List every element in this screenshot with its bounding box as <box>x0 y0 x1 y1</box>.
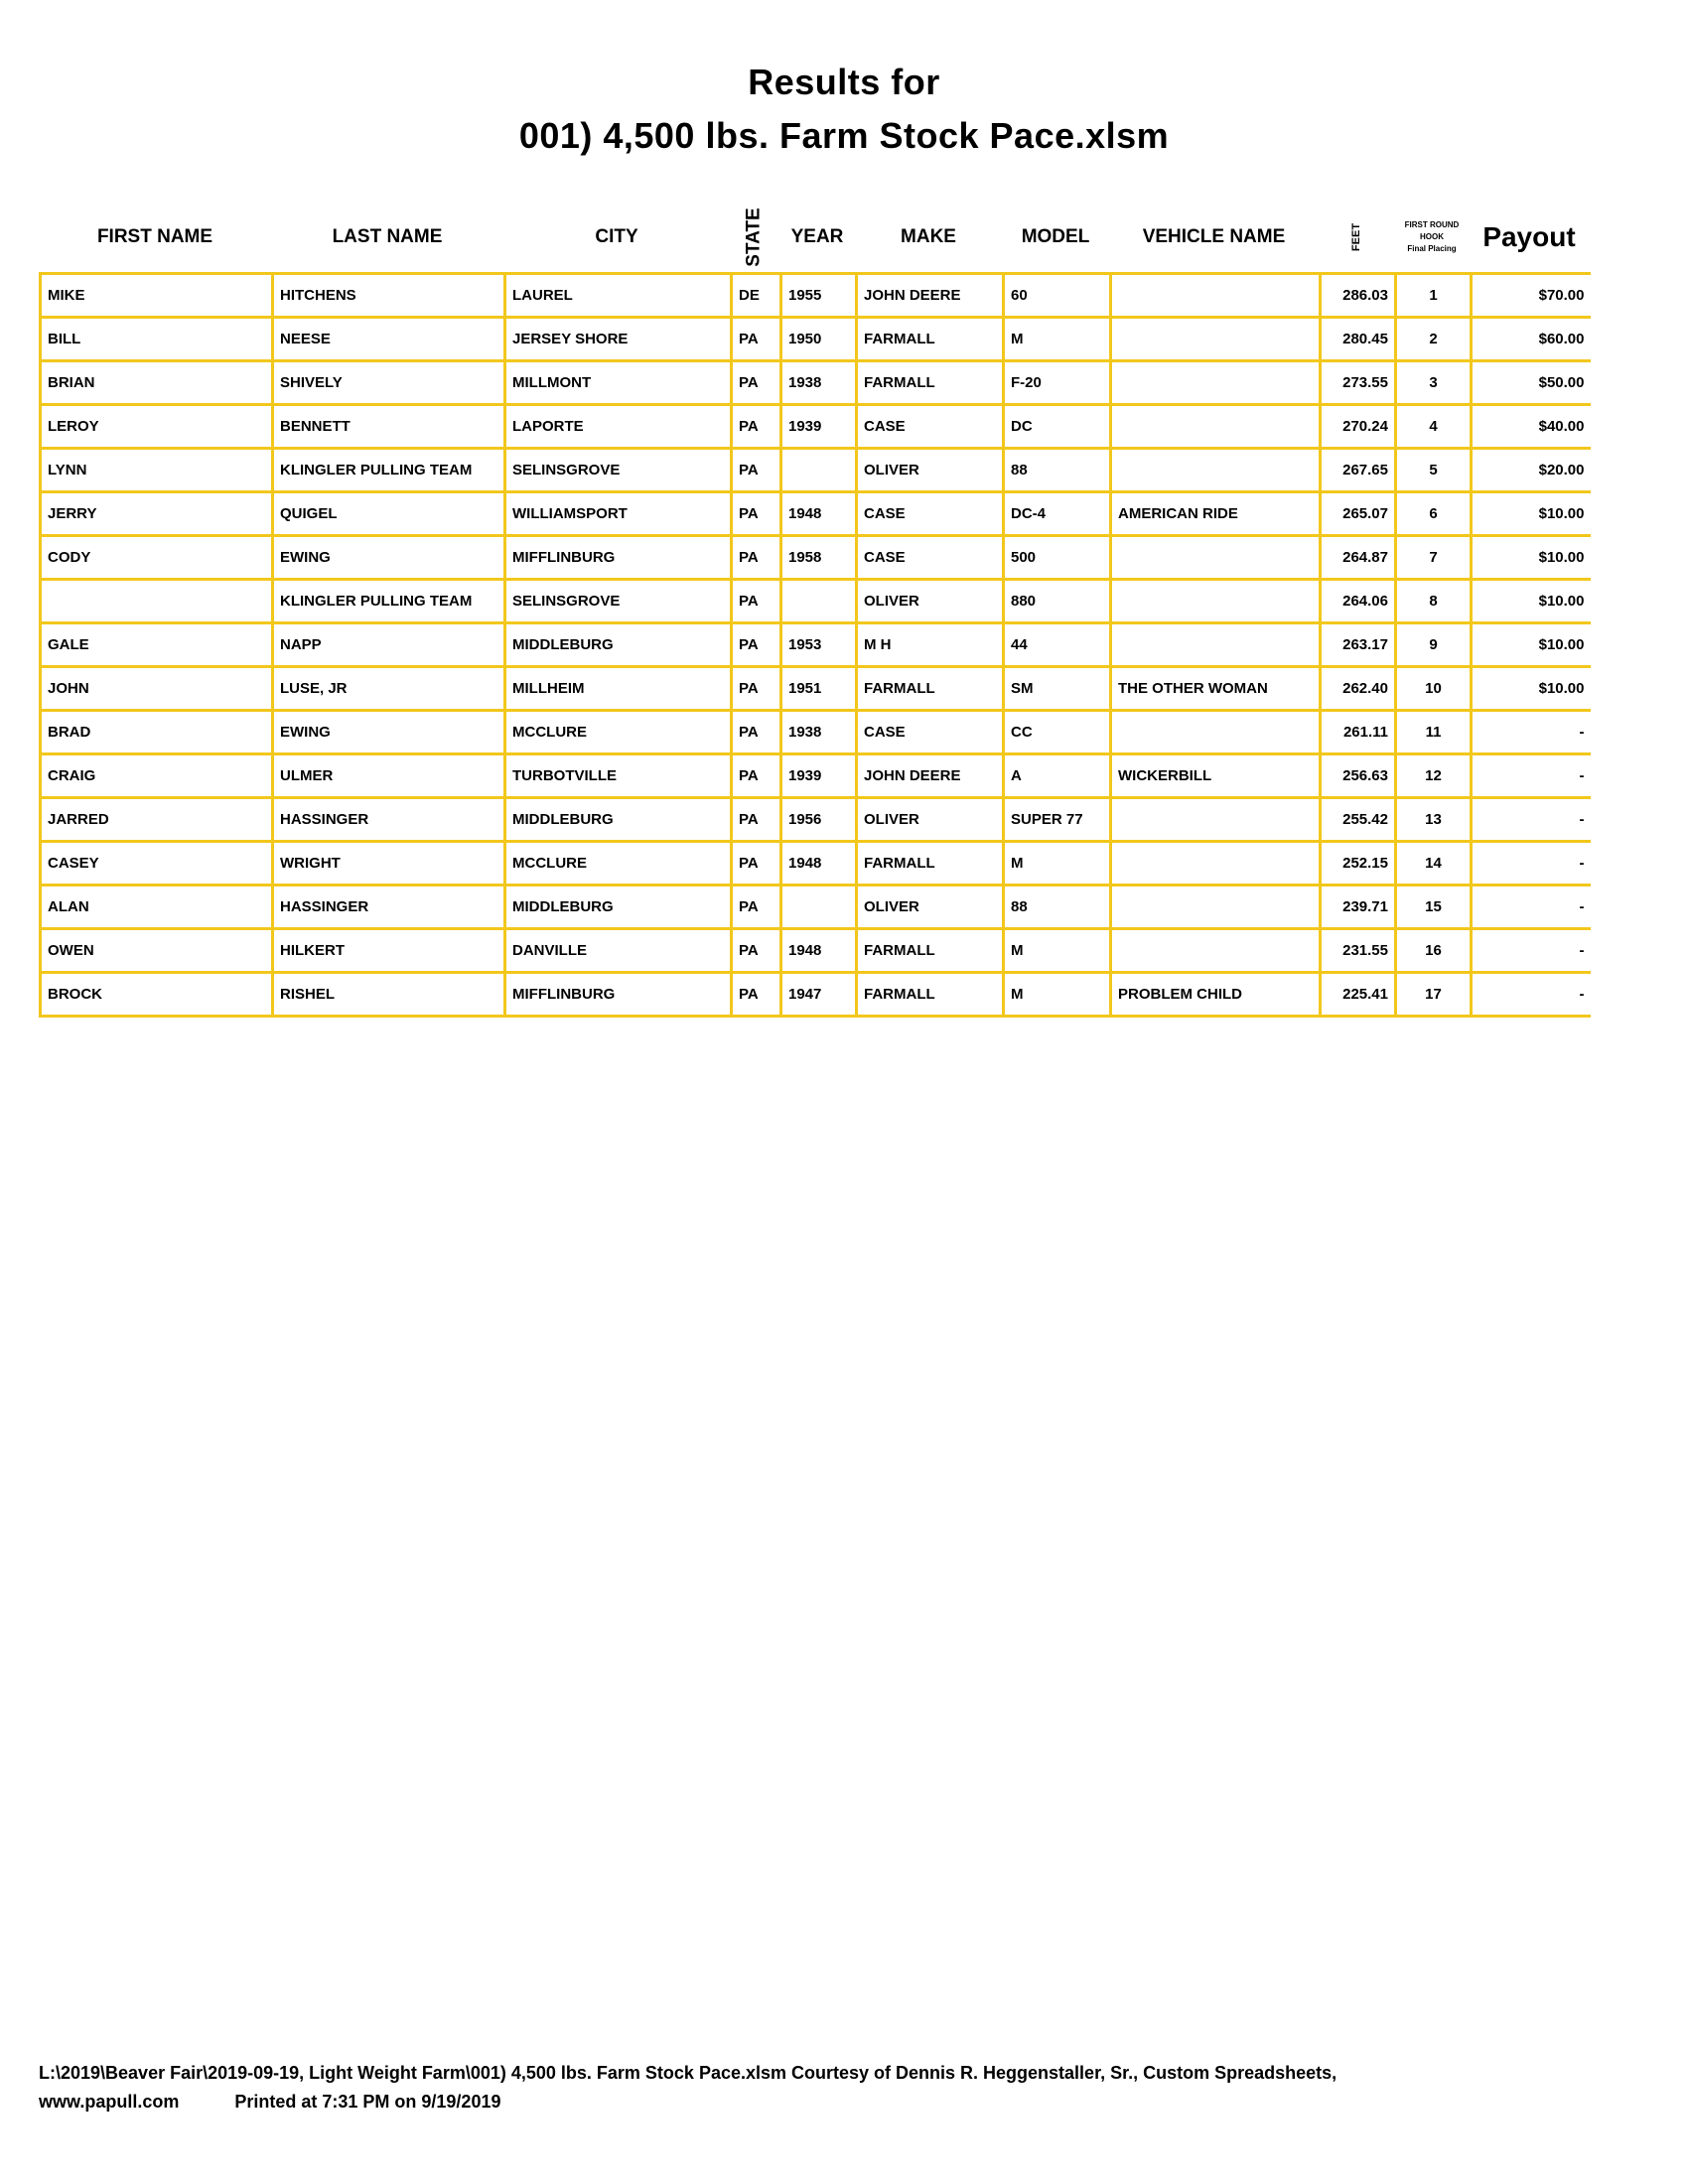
cell-year: 1950 <box>781 318 857 361</box>
cell-state: PA <box>732 318 781 361</box>
cell-payout: - <box>1472 711 1591 754</box>
cell-placing: 11 <box>1396 711 1472 754</box>
cell-model: M <box>1004 842 1111 886</box>
cell-payout: $50.00 <box>1472 361 1591 405</box>
cell-placing: 6 <box>1396 492 1472 536</box>
cell-year: 1939 <box>781 405 857 449</box>
cell-placing: 5 <box>1396 449 1472 492</box>
table-row <box>41 754 1591 798</box>
cell-state: PA <box>732 580 781 623</box>
cell-placing: 4 <box>1396 405 1472 449</box>
cell-payout: - <box>1472 929 1591 973</box>
cell-last-name: NEESE <box>273 318 505 361</box>
cell-state: PA <box>732 492 781 536</box>
cell-make: JOHN DEERE <box>857 754 1004 798</box>
cell-city: MIDDLEBURG <box>505 623 732 667</box>
cell-state: PA <box>732 405 781 449</box>
header-hook <box>1394 204 1470 271</box>
cell-feet: 270.24 <box>1321 405 1396 449</box>
header-model: MODEL <box>1021 226 1090 247</box>
cell-model: DC-4 <box>1004 492 1111 536</box>
cell-city: SELINSGROVE <box>505 449 732 492</box>
cell-placing: 1 <box>1396 274 1472 318</box>
cell-last-name: NAPP <box>273 623 505 667</box>
cell-placing: 17 <box>1396 973 1472 1017</box>
table-row <box>41 842 1591 886</box>
header-first-name: FIRST NAME <box>96 226 213 247</box>
cell-feet: 263.17 <box>1321 623 1396 667</box>
cell-feet: 267.65 <box>1321 449 1396 492</box>
cell-state: PA <box>732 973 781 1017</box>
cell-city: MIFFLINBURG <box>505 973 732 1017</box>
cell-first-name: CODY <box>41 536 273 580</box>
cell-state: PA <box>732 623 781 667</box>
cell-first-name: CRAIG <box>41 754 273 798</box>
table-row <box>41 405 1591 449</box>
cell-year: 1947 <box>781 973 857 1017</box>
cell-make: FARMALL <box>857 318 1004 361</box>
cell-placing: 10 <box>1396 667 1472 711</box>
cell-make: M H <box>857 623 1004 667</box>
cell-year: 1939 <box>781 754 857 798</box>
cell-first-name: BRIAN <box>41 361 273 405</box>
cell-city: TURBOTVILLE <box>505 754 732 798</box>
cell-feet: 286.03 <box>1321 274 1396 318</box>
cell-make: CASE <box>857 711 1004 754</box>
header-make: MAKE <box>901 226 956 247</box>
cell-vehicle-name <box>1111 623 1321 667</box>
cell-last-name: EWING <box>273 711 505 754</box>
cell-model: 44 <box>1004 623 1111 667</box>
cell-placing: 14 <box>1396 842 1472 886</box>
table-row <box>41 623 1591 667</box>
cell-state: DE <box>732 274 781 318</box>
cell-feet: 252.15 <box>1321 842 1396 886</box>
cell-feet: 262.40 <box>1321 667 1396 711</box>
cell-year <box>781 449 857 492</box>
cell-year: 1948 <box>781 842 857 886</box>
cell-last-name: KLINGLER PULLING TEAM <box>273 449 505 492</box>
cell-model: M <box>1004 973 1111 1017</box>
cell-vehicle-name <box>1111 318 1321 361</box>
cell-vehicle-name: PROBLEM CHILD <box>1111 973 1321 1017</box>
cell-make: FARMALL <box>857 973 1004 1017</box>
cell-vehicle-name <box>1111 361 1321 405</box>
cell-feet: 264.87 <box>1321 536 1396 580</box>
cell-placing: 2 <box>1396 318 1472 361</box>
cell-payout: $10.00 <box>1472 580 1591 623</box>
cell-vehicle-name <box>1111 405 1321 449</box>
cell-year: 1948 <box>781 492 857 536</box>
header-last-name: LAST NAME <box>332 226 443 247</box>
results-body <box>41 274 1591 1017</box>
header-hook-line2: HOOK <box>1420 232 1444 241</box>
cell-last-name: HILKERT <box>273 929 505 973</box>
cell-make: JOHN DEERE <box>857 274 1004 318</box>
cell-payout: $10.00 <box>1472 536 1591 580</box>
cell-first-name: LEROY <box>41 405 273 449</box>
cell-placing: 8 <box>1396 580 1472 623</box>
cell-last-name: LUSE, JR <box>273 667 505 711</box>
cell-city: MIDDLEBURG <box>505 886 732 929</box>
table-row <box>41 536 1591 580</box>
table-row <box>41 711 1591 754</box>
table-row <box>41 667 1591 711</box>
cell-payout: $10.00 <box>1472 492 1591 536</box>
cell-first-name: GALE <box>41 623 273 667</box>
cell-last-name: WRIGHT <box>273 842 505 886</box>
cell-feet: 231.55 <box>1321 929 1396 973</box>
cell-make: OLIVER <box>857 449 1004 492</box>
header-feet-label: FEET <box>1350 222 1362 252</box>
cell-make: OLIVER <box>857 580 1004 623</box>
cell-model: 60 <box>1004 274 1111 318</box>
cell-vehicle-name: THE OTHER WOMAN <box>1111 667 1321 711</box>
cell-year: 1938 <box>781 361 857 405</box>
cell-vehicle-name <box>1111 886 1321 929</box>
cell-year <box>781 886 857 929</box>
cell-model: A <box>1004 754 1111 798</box>
cell-last-name: RISHEL <box>273 973 505 1017</box>
cell-first-name: BROCK <box>41 973 273 1017</box>
cell-placing: 3 <box>1396 361 1472 405</box>
cell-feet: 261.11 <box>1321 711 1396 754</box>
cell-state: PA <box>732 536 781 580</box>
header-hook-line3: Final Placing <box>1407 244 1457 253</box>
cell-last-name: HITCHENS <box>273 274 505 318</box>
cell-payout: - <box>1472 798 1591 842</box>
footer-path: L:\2019\Beaver Fair\2019-09-19, Light Weight Farm\001) 4,500 lbs. Farm Stock Pace.xlsm Courtesy of Dennis R. Heggenstaller, Sr., Custom Spreadsheets, <box>39 2063 1337 2083</box>
cell-vehicle-name <box>1111 580 1321 623</box>
cell-vehicle-name: WICKERBILL <box>1111 754 1321 798</box>
cell-city: LAUREL <box>505 274 732 318</box>
cell-first-name: CASEY <box>41 842 273 886</box>
cell-vehicle-name <box>1111 449 1321 492</box>
cell-year: 1955 <box>781 274 857 318</box>
cell-vehicle-name <box>1111 798 1321 842</box>
cell-first-name: OWEN <box>41 929 273 973</box>
cell-payout: - <box>1472 973 1591 1017</box>
cell-placing: 13 <box>1396 798 1472 842</box>
cell-make: FARMALL <box>857 929 1004 973</box>
cell-city: MILLHEIM <box>505 667 732 711</box>
cell-placing: 16 <box>1396 929 1472 973</box>
table-row <box>41 274 1591 318</box>
cell-payout: $10.00 <box>1472 667 1591 711</box>
cell-year: 1958 <box>781 536 857 580</box>
cell-state: PA <box>732 361 781 405</box>
cell-last-name: EWING <box>273 536 505 580</box>
cell-feet: 239.71 <box>1321 886 1396 929</box>
cell-city: MILLMONT <box>505 361 732 405</box>
cell-year: 1948 <box>781 929 857 973</box>
cell-first-name <box>41 580 273 623</box>
results-table <box>39 272 1591 1018</box>
table-row <box>41 318 1591 361</box>
cell-first-name: BRAD <box>41 711 273 754</box>
cell-model: SUPER 77 <box>1004 798 1111 842</box>
cell-payout: $60.00 <box>1472 318 1591 361</box>
footer-credits <box>39 2092 500 2113</box>
cell-placing: 7 <box>1396 536 1472 580</box>
cell-first-name: JOHN <box>41 667 273 711</box>
table-row <box>41 929 1591 973</box>
cell-state: PA <box>732 754 781 798</box>
cell-payout: - <box>1472 886 1591 929</box>
cell-model: DC <box>1004 405 1111 449</box>
cell-year: 1956 <box>781 798 857 842</box>
table-row <box>41 449 1591 492</box>
header-vehicle-name: VEHICLE NAME <box>1142 226 1286 247</box>
cell-first-name: LYNN <box>41 449 273 492</box>
cell-state: PA <box>732 886 781 929</box>
table-row <box>41 580 1591 623</box>
cell-model: 500 <box>1004 536 1111 580</box>
cell-vehicle-name <box>1111 274 1321 318</box>
cell-city: MIFFLINBURG <box>505 536 732 580</box>
cell-feet: 264.06 <box>1321 580 1396 623</box>
cell-city: MCCLURE <box>505 711 732 754</box>
cell-model: CC <box>1004 711 1111 754</box>
table-row <box>41 886 1591 929</box>
cell-vehicle-name <box>1111 929 1321 973</box>
header-hook-line1: FIRST ROUND <box>1404 220 1460 229</box>
cell-last-name: HASSINGER <box>273 886 505 929</box>
footer-site: www.papull.com <box>39 2092 180 2112</box>
cell-first-name: JARRED <box>41 798 273 842</box>
cell-model: F-20 <box>1004 361 1111 405</box>
cell-make: CASE <box>857 536 1004 580</box>
cell-make: OLIVER <box>857 798 1004 842</box>
cell-make: CASE <box>857 405 1004 449</box>
cell-payout: - <box>1472 754 1591 798</box>
table-row <box>41 973 1591 1017</box>
cell-last-name: QUIGEL <box>273 492 505 536</box>
cell-make: CASE <box>857 492 1004 536</box>
cell-feet: 273.55 <box>1321 361 1396 405</box>
cell-city: MCCLURE <box>505 842 732 886</box>
cell-city: SELINSGROVE <box>505 580 732 623</box>
cell-model: M <box>1004 929 1111 973</box>
cell-first-name: MIKE <box>41 274 273 318</box>
cell-first-name: ALAN <box>41 886 273 929</box>
cell-first-name: JERRY <box>41 492 273 536</box>
cell-last-name: BENNETT <box>273 405 505 449</box>
header-state-label: STATE <box>744 207 765 267</box>
cell-placing: 12 <box>1396 754 1472 798</box>
cell-feet: 256.63 <box>1321 754 1396 798</box>
cell-payout: $20.00 <box>1472 449 1591 492</box>
cell-state: PA <box>732 842 781 886</box>
header-city: CITY <box>595 226 638 247</box>
page-title: Results for <box>748 62 940 102</box>
cell-feet: 265.07 <box>1321 492 1396 536</box>
cell-model: M <box>1004 318 1111 361</box>
cell-feet: 255.42 <box>1321 798 1396 842</box>
cell-model: 88 <box>1004 449 1111 492</box>
cell-year <box>781 580 857 623</box>
cell-year: 1938 <box>781 711 857 754</box>
header-year: YEAR <box>790 226 844 247</box>
cell-placing: 15 <box>1396 886 1472 929</box>
cell-make: OLIVER <box>857 886 1004 929</box>
table-row <box>41 798 1591 842</box>
cell-city: DANVILLE <box>505 929 732 973</box>
cell-last-name: KLINGLER PULLING TEAM <box>273 580 505 623</box>
footer-printed: Printed at 7:31 PM on 9/19/2019 <box>234 2092 501 2112</box>
cell-city: MIDDLEBURG <box>505 798 732 842</box>
cell-state: PA <box>732 667 781 711</box>
cell-make: FARMALL <box>857 361 1004 405</box>
cell-state: PA <box>732 798 781 842</box>
cell-state: PA <box>732 711 781 754</box>
cell-vehicle-name <box>1111 842 1321 886</box>
cell-state: PA <box>732 929 781 973</box>
cell-vehicle-name: AMERICAN RIDE <box>1111 492 1321 536</box>
cell-state: PA <box>732 449 781 492</box>
cell-vehicle-name <box>1111 711 1321 754</box>
cell-make: FARMALL <box>857 842 1004 886</box>
cell-city: JERSEY SHORE <box>505 318 732 361</box>
header-feet <box>1319 204 1394 271</box>
cell-payout: $10.00 <box>1472 623 1591 667</box>
cell-year: 1953 <box>781 623 857 667</box>
cell-model: SM <box>1004 667 1111 711</box>
cell-model: 88 <box>1004 886 1111 929</box>
cell-feet: 280.45 <box>1321 318 1396 361</box>
cell-last-name: SHIVELY <box>273 361 505 405</box>
cell-vehicle-name <box>1111 536 1321 580</box>
header-state <box>730 204 779 271</box>
cell-city: WILLIAMSPORT <box>505 492 732 536</box>
page-subtitle: 001) 4,500 lbs. Farm Stock Pace.xlsm <box>518 115 1170 156</box>
cell-payout: - <box>1472 842 1591 886</box>
cell-model: 880 <box>1004 580 1111 623</box>
cell-year: 1951 <box>781 667 857 711</box>
cell-city: LAPORTE <box>505 405 732 449</box>
cell-last-name: HASSINGER <box>273 798 505 842</box>
cell-make: FARMALL <box>857 667 1004 711</box>
cell-first-name: BILL <box>41 318 273 361</box>
header-payout: Payout <box>1482 221 1576 252</box>
table-row <box>41 361 1591 405</box>
cell-placing: 9 <box>1396 623 1472 667</box>
cell-last-name: ULMER <box>273 754 505 798</box>
cell-feet: 225.41 <box>1321 973 1396 1017</box>
table-row <box>41 492 1591 536</box>
cell-payout: $70.00 <box>1472 274 1591 318</box>
cell-payout: $40.00 <box>1472 405 1591 449</box>
